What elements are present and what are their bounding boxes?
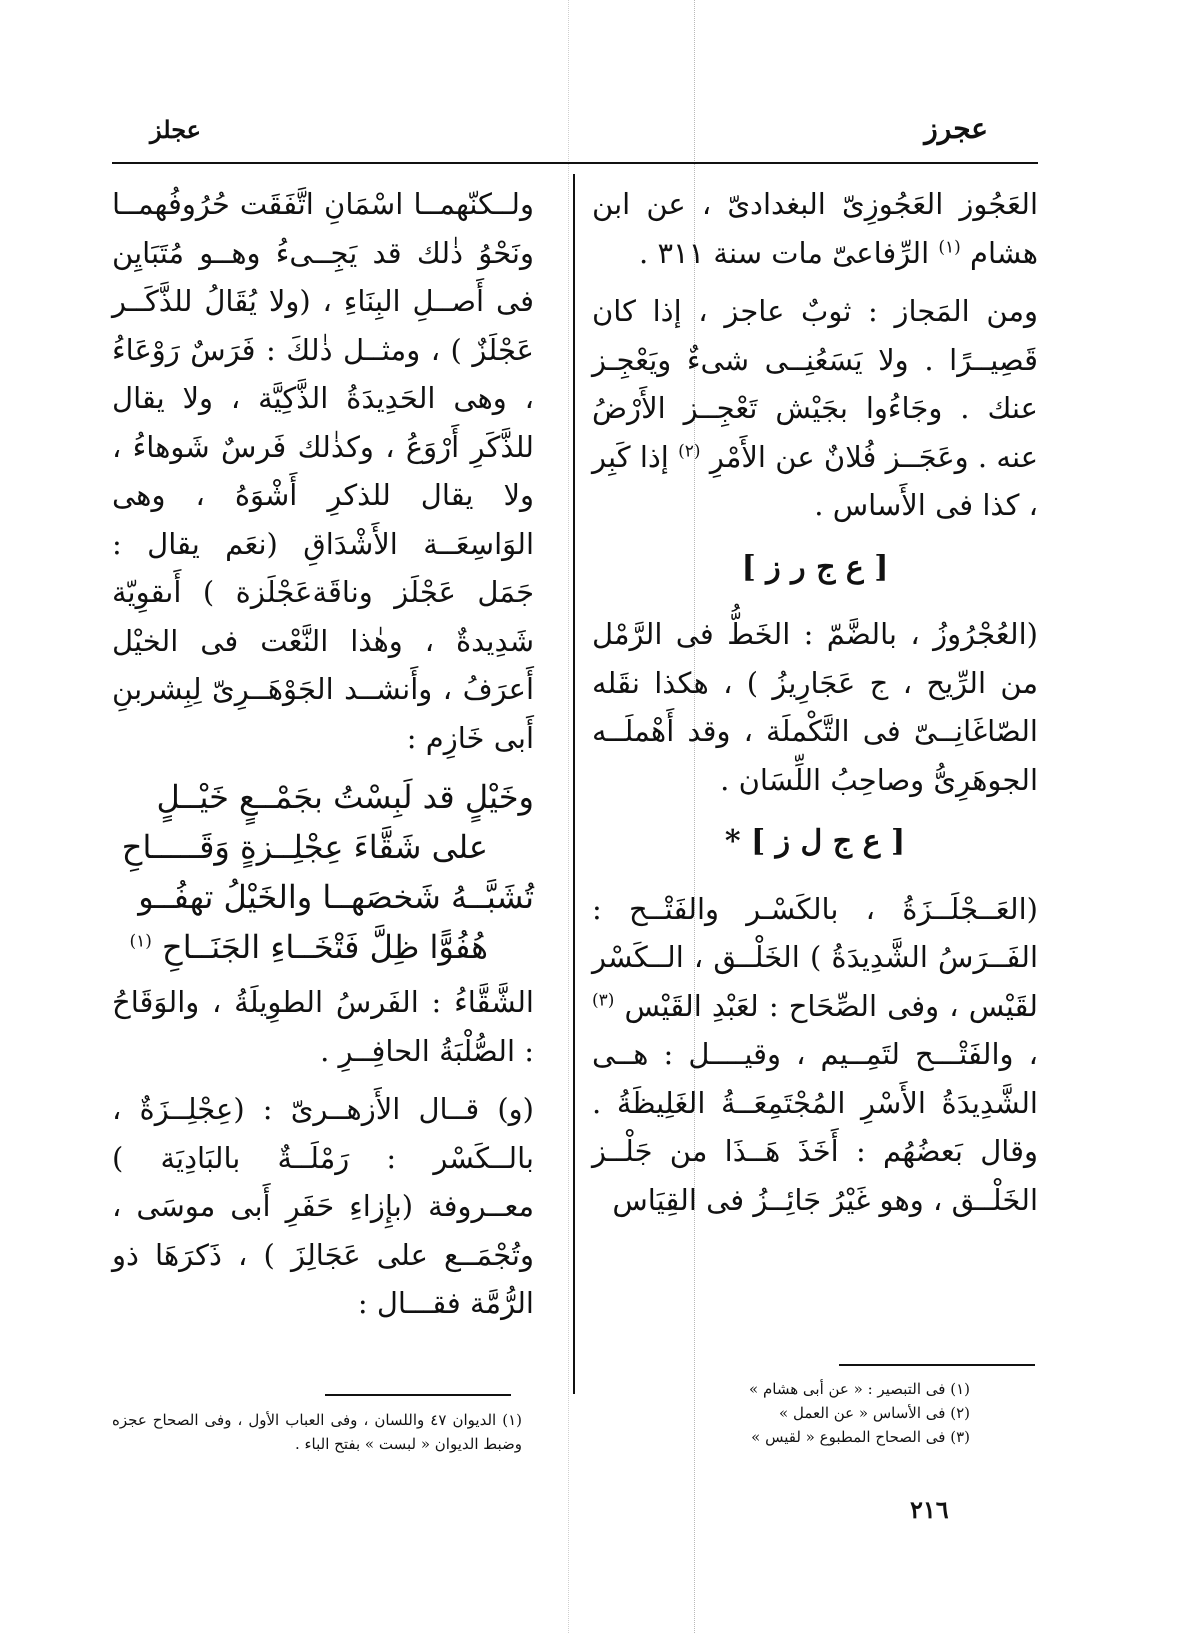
footnote-ref-2: (٢) bbox=[678, 440, 701, 461]
footnote-right-1: (١) فى التبصير : « عن أبى هشام » bbox=[749, 1380, 970, 1398]
right-p2-text: ومن المَجاز : ثوبٌ عاجز ، إذا كان قَصِيــرًا . ولا يَسَعُنِــى شىءٌ ويَعْجِـز عنك . وجَاءُوا بجَيْش تَعْجِــز الأَرْضُ عنه . وعَجَــز فُلانٌ عن الأَمْرِ bbox=[592, 294, 1039, 474]
right-paragraph-3: (العُجْرُوزُ ، بالضَّمّ : الخَطُّ فى الرَّمْل من الرِّيح ، ج عَجَارِيزُ ) ، هكذا نقَله الصّاغَانِــىّ فى التَّكْملَة ، وقد أَهْملَــه الجوهَرِىُّ وصاحِبُ اللِّسَان . bbox=[592, 617, 1038, 797]
verse-footnote-ref: (١) bbox=[129, 931, 152, 952]
left-paragraph-3: (و) قــال الأَزهــرىّ : (عِجْلِــزَةٌ ، بالــكَسْر : رَمْلَــةٌ بالبَادِيَة ) معــروفة (بإِزاءِ حَفَرِ أَبى موسَى ، وتُجْمَــع على عَجَالِزَ ) ، ذَكرَهَا ذو الرُّمَّة فقـــال : bbox=[112, 1092, 534, 1320]
verse-line-1: وخَيْلٍ قد لَبِسْتُ بجَمْــعٍ خَيْــلٍ bbox=[156, 778, 534, 816]
column-divider bbox=[573, 174, 575, 1394]
footnote-left: (١) الديوان ٤٧ واللسان ، وفى العباب الأول ، وفى الصحاح عجزه وضبط الديوان « لبست » بفتح الباء . bbox=[112, 1411, 522, 1453]
left-paragraph-2: الشَّقَّاءُ : الفَرسُ الطوِيلَةُ ، والوَقَاحُ : الصُّلْبَةُ الحافِــرِ . bbox=[112, 985, 534, 1068]
footnotes-right bbox=[650, 1377, 970, 1449]
section-heading-ajrz: [ ع ج ر ز ] bbox=[741, 549, 889, 585]
footnote-ref-3: (٣) bbox=[592, 989, 615, 1010]
right-p1-tail: الرِّفاعىّ مات سنة ٣١١ . bbox=[639, 235, 930, 270]
right-p2-tail: إذا كَبِر ، كذا فى الأَساس . bbox=[592, 439, 1038, 522]
page-number: ٢١٦ bbox=[910, 1495, 949, 1524]
footnote-rule-right bbox=[839, 1364, 1035, 1366]
right-paragraph-4 bbox=[592, 885, 1038, 1225]
footnote-rule-left bbox=[325, 1394, 511, 1396]
header-entry-left: عجلز bbox=[150, 115, 201, 144]
verse-line-4 bbox=[112, 922, 534, 972]
right-paragraph-1 bbox=[592, 180, 1038, 277]
footnote-right-3: (٣) فى الصحاح المطبوع « لقيس » bbox=[751, 1428, 970, 1446]
right-paragraph-2 bbox=[592, 287, 1038, 530]
scan-fold-line-secondary bbox=[568, 0, 569, 1633]
section-heading-ajlz: [ ع ج ل ز ] * bbox=[724, 824, 906, 859]
verse-line-4-text: هُفُوًّا ظِلَّ فَتْخَــاءِ الجَنَــاحِ bbox=[162, 928, 488, 966]
footnote-ref-1: (١) bbox=[938, 236, 961, 257]
verse-line-3: تُشَبَّــهُ شَخصَهــا والخَيْلُ تهفُــو bbox=[138, 878, 534, 916]
footnote-right-2: (٢) فى الأساس « عن العمل » bbox=[779, 1404, 970, 1422]
verse-line-2: على شَقَّاءَ عِجْلِــزةٍ وَقَـــــاحِ bbox=[121, 828, 488, 866]
header-rule bbox=[112, 162, 1038, 164]
left-column bbox=[112, 180, 534, 1338]
right-p1-text: العَجُوز العَجُوزِىّ البغدادىّ ، عن ابن هشام bbox=[592, 187, 1038, 270]
left-paragraph-1: ولــكنّهمــا اسْمَانِ اتَّفَقَت حُرُوفُهمــا ونَحْوُ ذٰلك قد يَجِــىءُ وهــو مُتَبَايِن فى أَصــلِ البِنَاءِ ، (ولا يُقَالُ للذَّكَــر عَجْلَزٌ ) ، ومثــل ذٰلكَ : فَرَسٌ رَوْعَاءُ ، وهى الحَدِيدَةُ الذَّكِيَّة ، ولا يقال للذَّكَرِ أَرْوَعُ ، وكذٰلك فَرسٌ شَوهاءُ ، ولا يقال للذكرِ أَشْوَهُ ، وهى الوَاسِعَــة الأَشْدَاقِ (نعَم يقال : جَمَل عَجْلَز وناقَةعَجْلَزة ) أَىقوِيّة شَدِيدةٌ ، وهٰذا النَّعْت فى الخيْل أَعرَفُ ، وأَنشــد الجَوْهَــرِىّ لِبِشربنِ أَبى خَازِم : bbox=[112, 187, 534, 755]
right-p4-tail: ، والفَتْـــح لتَمِــيم ، وقيــــل : هــى الشَّدِيدَةُ الأَسْرِ المُجْتَمِعَــةُ الغَلِيظَةُ . وقال بَعضُهُم : أَخَذَ هَــذَا من جَلْــز الخَلْــق ، وهو غَيْرُ جَائِــزُ فى القِيَاس bbox=[592, 1037, 1038, 1217]
header-entry-right: عجرز bbox=[924, 112, 988, 145]
right-column bbox=[592, 180, 1038, 1234]
right-p4-text: (العَــجْلَــزَةُ ، بالكَسْـر والفَتْــح : الفَــرَسُ الشَّدِيدَةُ ) الخَلْــق ، الــكَسْر لقَيْس ، وفى الصِّحَاح : لعَبْدِ القَيْس bbox=[592, 891, 1038, 1023]
